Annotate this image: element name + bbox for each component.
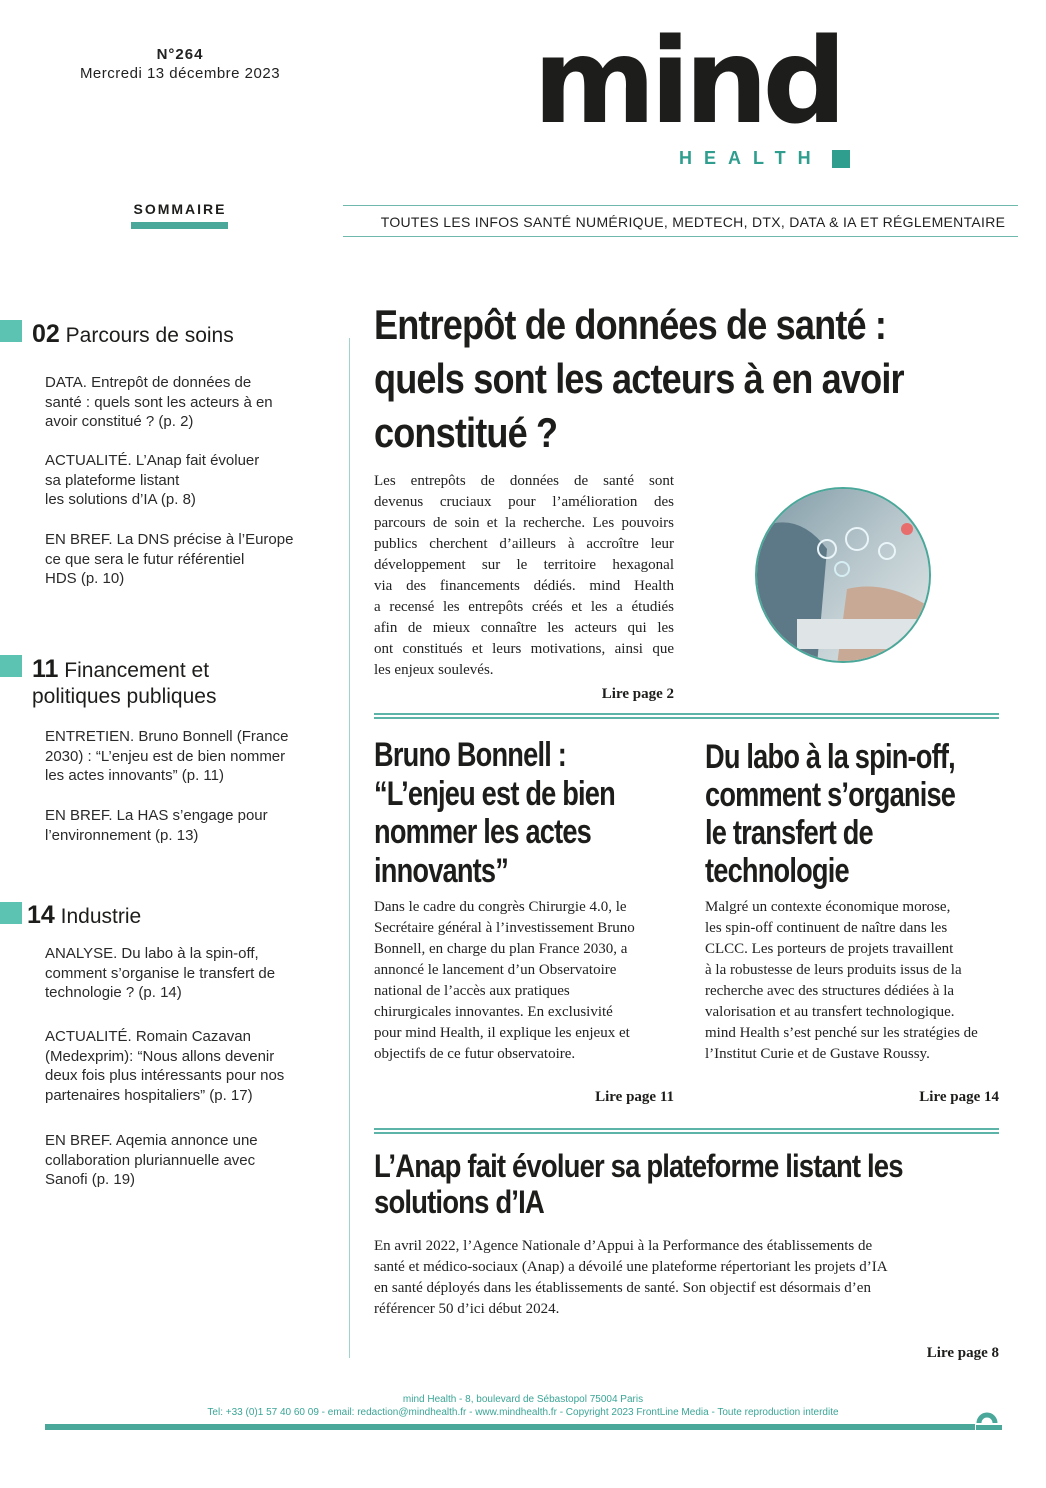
read-more-link[interactable]: Lire page 8 [926,1345,999,1361]
read-more-link[interactable]: Lire page 14 [919,1089,999,1105]
tagline-bottom-rule [343,236,1018,237]
footer-address: mind Health - 8, boulevard de Sébastopol 75004 Paris [402,1394,644,1405]
summary-line: mind Health s’est penché sur les stratégies de [705,1025,978,1041]
summary-line: santé et médico-sociaux (Anap) a dévoilé une plateforme répertoriant les projets d’IA [374,1259,888,1275]
toc-item[interactable]: EN BREF. La DNS précise à l’Europe ce que sera le futur référentiel HDS (p. 10) [45,531,294,587]
section-heading[interactable] [32,656,332,710]
toc-item[interactable]: ACTUALITÉ. Romain Cazavan (Medexprim): “Nous allons devenir deux fois plus intéressants pour nos partenaires hospitaliers” (p. 17) [45,1028,285,1104]
toc-item[interactable]: ENTRETIEN. Bruno Bonnell (France 2030) : “L’enjeu est de bien nommer les actes innovants” (p. 11) [45,728,289,784]
section-number: 11 [32,655,59,683]
section-marker-icon [0,320,22,342]
logo-health: HEALTH [679,148,823,168]
headline-line: innovants” [374,851,509,890]
summary-line: CLCC. Les porteurs de projets travaillent [705,941,954,957]
spinoff-summary [705,897,1025,1065]
summary-line: l’Institut Curie et de Gustave Roussy. [705,1046,930,1062]
headline-line: le transfert de [705,814,873,852]
summary-line: Secrétaire général à l’investissement Bruno [374,920,635,936]
summary-line: en santé déployés dans les établissements de santé. Son objectif est désormais d’en [374,1280,871,1296]
headline-line: Du labo à la spin-off, [705,738,955,776]
summary-line: national de l’accès aux pratiques [374,983,570,999]
section-heading[interactable] [27,902,327,930]
summary-line: les spin-off continuent de naître dans les [705,920,948,936]
summary-line: Les entrepôts de données de santé sont [374,473,674,489]
headline-line: nommer les actes [374,813,592,851]
headline-line: quels sont les acteurs à en avoir [374,355,904,402]
headline-line: comment s’organise [705,776,956,814]
issue-number: N°264 [156,46,204,63]
summary-line: via des financements dédiés. mind Health [374,578,674,594]
footer-contact[interactable]: Tel: +33 (0)1 57 40 60 09 - email: redaction@mindhealth.fr - www.mindhealth.fr - Copyright 2023 FrontLine Media - Toute reproduction interdite [207,1407,839,1418]
toc-item[interactable]: EN BREF. La HAS s’engage pour l’environnement (p. 13) [45,807,268,844]
footer-bar [45,1424,975,1430]
headline-line: Entrepôt de données de santé : [374,301,887,348]
section-title: Industrie [60,905,142,928]
headline-line: “L’enjeu est de bien [374,774,615,813]
read-more-link[interactable]: Lire page 2 [601,686,674,702]
headline-line: solutions d’IA [374,1184,544,1220]
bonnell-summary [374,897,684,1065]
section-title: Financement et politiques publiques [32,659,217,708]
issue-date: Mercredi 13 décembre 2023 [79,65,281,82]
summary-line: recherche avec des structures dédiées à la [705,983,955,999]
toc-item[interactable]: ACTUALITÉ. L’Anap fait évoluer sa plateforme listant les solutions d’IA (p. 8) [45,452,260,508]
summary-line: En avril 2022, l’Agence Nationale d’Appui à la Performance des établissements de [374,1238,873,1254]
tagline: TOUTES LES INFOS SANTÉ NUMÉRIQUE, MEDTECH, DTX, DATA & IA ET RÉGLEMENTAIRE [380,214,1006,230]
section-title: Parcours de soins [65,324,234,347]
anap-summary [374,1236,1014,1320]
sommaire-underline [131,222,228,229]
summary-line: chirurgicales innovantes. En exclusivité [374,1004,613,1020]
summary-line: les enjeux soulevés. [374,662,494,678]
column-divider [349,338,350,1358]
summary-line: ont constitués et leurs motivations, ainsi que [374,641,674,657]
tagline-top-rule [343,205,1018,206]
headline-line: constitué ? [374,409,558,456]
bonnell-headline[interactable] [374,736,662,890]
main-summary [374,471,674,681]
read-more-link[interactable]: Lire page 11 [595,1089,674,1105]
headline-line: Bruno Bonnell : [374,736,566,774]
publisher-logo-icon [976,1409,1002,1431]
anap-headline[interactable] [374,1148,993,1220]
toc-item[interactable]: EN BREF. Aqemia annonce une collaboration pluriannuelle avec Sanofi (p. 19) [45,1132,258,1188]
logo-mind: mind [533,12,841,150]
summary-line: objectifs de ce futur observatoire. [374,1046,576,1062]
logo-square-icon [832,150,850,168]
section-heading[interactable] [32,321,332,349]
section-number: 02 [32,320,60,348]
headline-line: L’Anap fait évoluer sa plateforme listant les [374,1148,903,1184]
summary-line: à la robustesse de leurs produits issus de la [705,962,962,978]
summary-line: Dans le cadre du congrès Chirurgie 4.0, le [374,899,627,915]
summary-line: devenus cruciaux pour l’amélioration des [374,494,674,510]
toc-item[interactable]: DATA. Entrepôt de données de santé : quels sont les acteurs à en avoir constitué ? (p. 2) [45,374,273,430]
section-marker-icon [0,655,22,677]
spinoff-headline[interactable] [705,738,1009,890]
summary-line: parcours de soin et la recherche. Les pouvoirs [374,515,674,531]
sommaire-title: SOMMAIRE [133,201,227,217]
article-separator [374,1128,999,1134]
summary-line: développement sur le territoire hexagonal [374,557,674,573]
summary-line: afin de mieux connaître les acteurs qui les [374,620,674,636]
summary-line: pour mind Health, il explique les enjeux et [374,1025,630,1041]
summary-line: a recensé les entrepôts créés et les a étudiés [374,599,674,615]
summary-line: annoncé le lancement d’un Observatoire [374,962,617,978]
section-marker-icon [0,902,22,924]
summary-line: Bonnell, en charge du plan France 2030, a [374,941,628,957]
headline-line: technologie [705,852,849,890]
main-headline[interactable] [374,298,993,460]
toc-item[interactable]: ANALYSE. Du labo à la spin-off, comment s’organise le transfert de technologie ? (p. 14) [45,945,276,1001]
summary-line: Malgré un contexte économique morose, [705,899,951,915]
summary-line: publics cherchent d’ailleurs à accroître leur [374,536,674,552]
article-separator [374,713,999,719]
article-photo [755,487,931,663]
summary-line: valorisation et au transfert technologique. [705,1004,955,1020]
section-number: 14 [27,901,55,929]
summary-line: référencer 50 d’ici début 2024. [374,1301,560,1317]
